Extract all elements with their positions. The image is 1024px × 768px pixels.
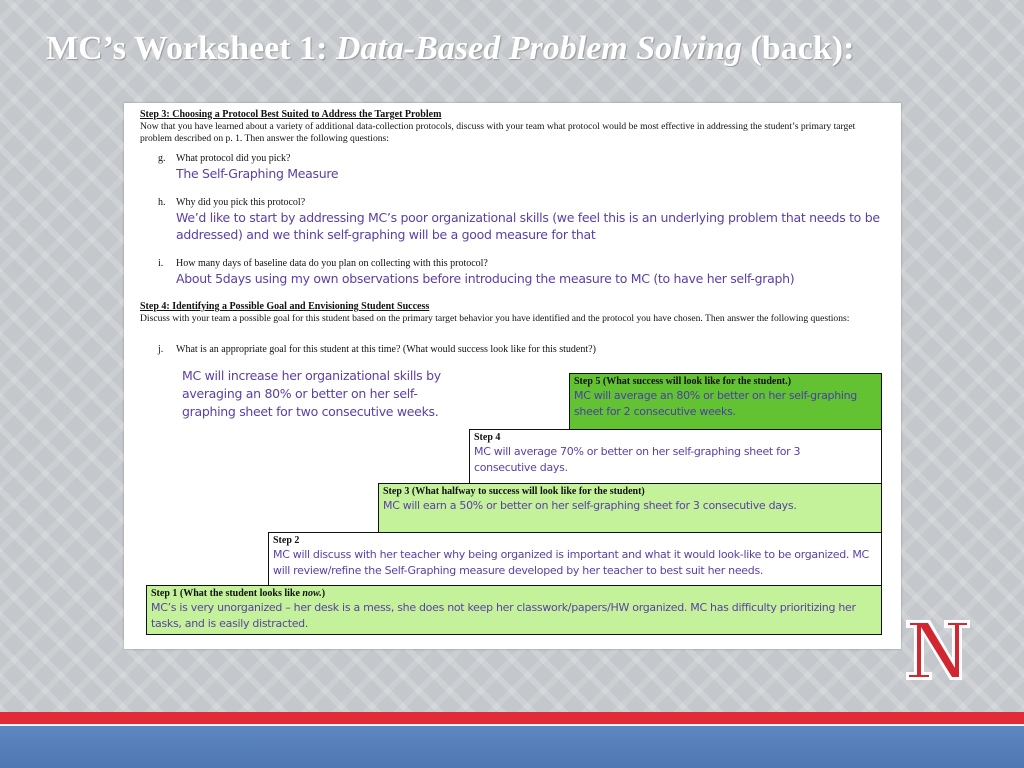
footer-red-stripe	[0, 712, 1024, 724]
question-g: g. What protocol did you pick?	[158, 153, 291, 164]
step4-heading: Step 4: Identifying a Possible Goal and Envisioning Student Success	[140, 301, 430, 312]
step3-heading: Step 3: Choosing a Protocol Best Suited to Address the Target Problem	[140, 109, 442, 120]
step4-box	[469, 429, 882, 484]
step5-box	[569, 373, 882, 430]
question-h: h. Why did you pick this protocol?	[158, 197, 306, 208]
step3-body: MC will earn a 50% or better on her self-graphing sheet for 3 consecutive days.	[383, 499, 797, 512]
step2-body: MC will discuss with her teacher why being organized is important and what it would look-like to be organized. MC will review/refine the Self-Graphing measure developed by her teacher to best suit her needs.	[273, 548, 869, 577]
nebraska-n-logo-icon	[902, 614, 974, 686]
answer-h: We’d like to start by addressing MC’s poor organizational skills (we feel this is an underlying problem that needs to be addressed) and we think self-graphing will be a good measure for that	[176, 210, 880, 242]
question-i: i. How many days of baseline data do you plan on collecting with this protocol?	[158, 258, 488, 269]
answer-g: The Self-Graphing Measure	[176, 166, 339, 181]
slide-title: MC’s Worksheet 1: Data-Based Problem Solving (back):	[46, 30, 855, 67]
step2-title: Step 2	[273, 535, 300, 546]
step2-box	[268, 532, 882, 586]
step5-body: MC will average an 80% or better on her self-graphing sheet for 2 consecutive weeks.	[574, 389, 857, 418]
step1-box	[146, 585, 882, 635]
step4-intro: Discuss with your team a possible goal for this student based on the primary target behavior you have identified and the protocol you have chosen. Then answer the following questions:	[140, 313, 850, 324]
step4-body: MC will average 70% or better on her self-graphing sheet for 3 consecutive days.	[474, 445, 801, 474]
step3-box	[378, 483, 882, 533]
step3-title: Step 3 (What halfway to success will look like for the student)	[383, 486, 645, 497]
footer-blue-band	[0, 726, 1024, 768]
step1-body: MC’s is very unorganized – her desk is a mess, she does not keep her classwork/papers/HW organized. MC has difficulty prioritizing her tasks, and is easily distracted.	[151, 601, 856, 630]
answer-i: About 5days using my own observations before introducing the measure to MC (to have her self-graph)	[176, 271, 795, 286]
goal-answer: MC will increase her organizational skills by averaging an 80% or better on her self-graphing sheet for two consecutive weeks.	[182, 368, 441, 419]
worksheet-image	[124, 103, 901, 649]
step4-title: Step 4	[474, 432, 501, 443]
question-j: j. What is an appropriate goal for this student at this time? (What would success look like for this student?)	[158, 344, 596, 355]
step3-intro: Now that you have learned about a variety of additional data-collection protocols, discuss with your team what protocol would be most effective in addressing the student’s primary target problem described on p. 1. Then answer the following questions:	[140, 121, 856, 144]
step1-title: Step 1 (What the student looks like now.)	[151, 588, 326, 599]
step5-title: Step 5 (What success will look like for the student.)	[574, 376, 792, 387]
